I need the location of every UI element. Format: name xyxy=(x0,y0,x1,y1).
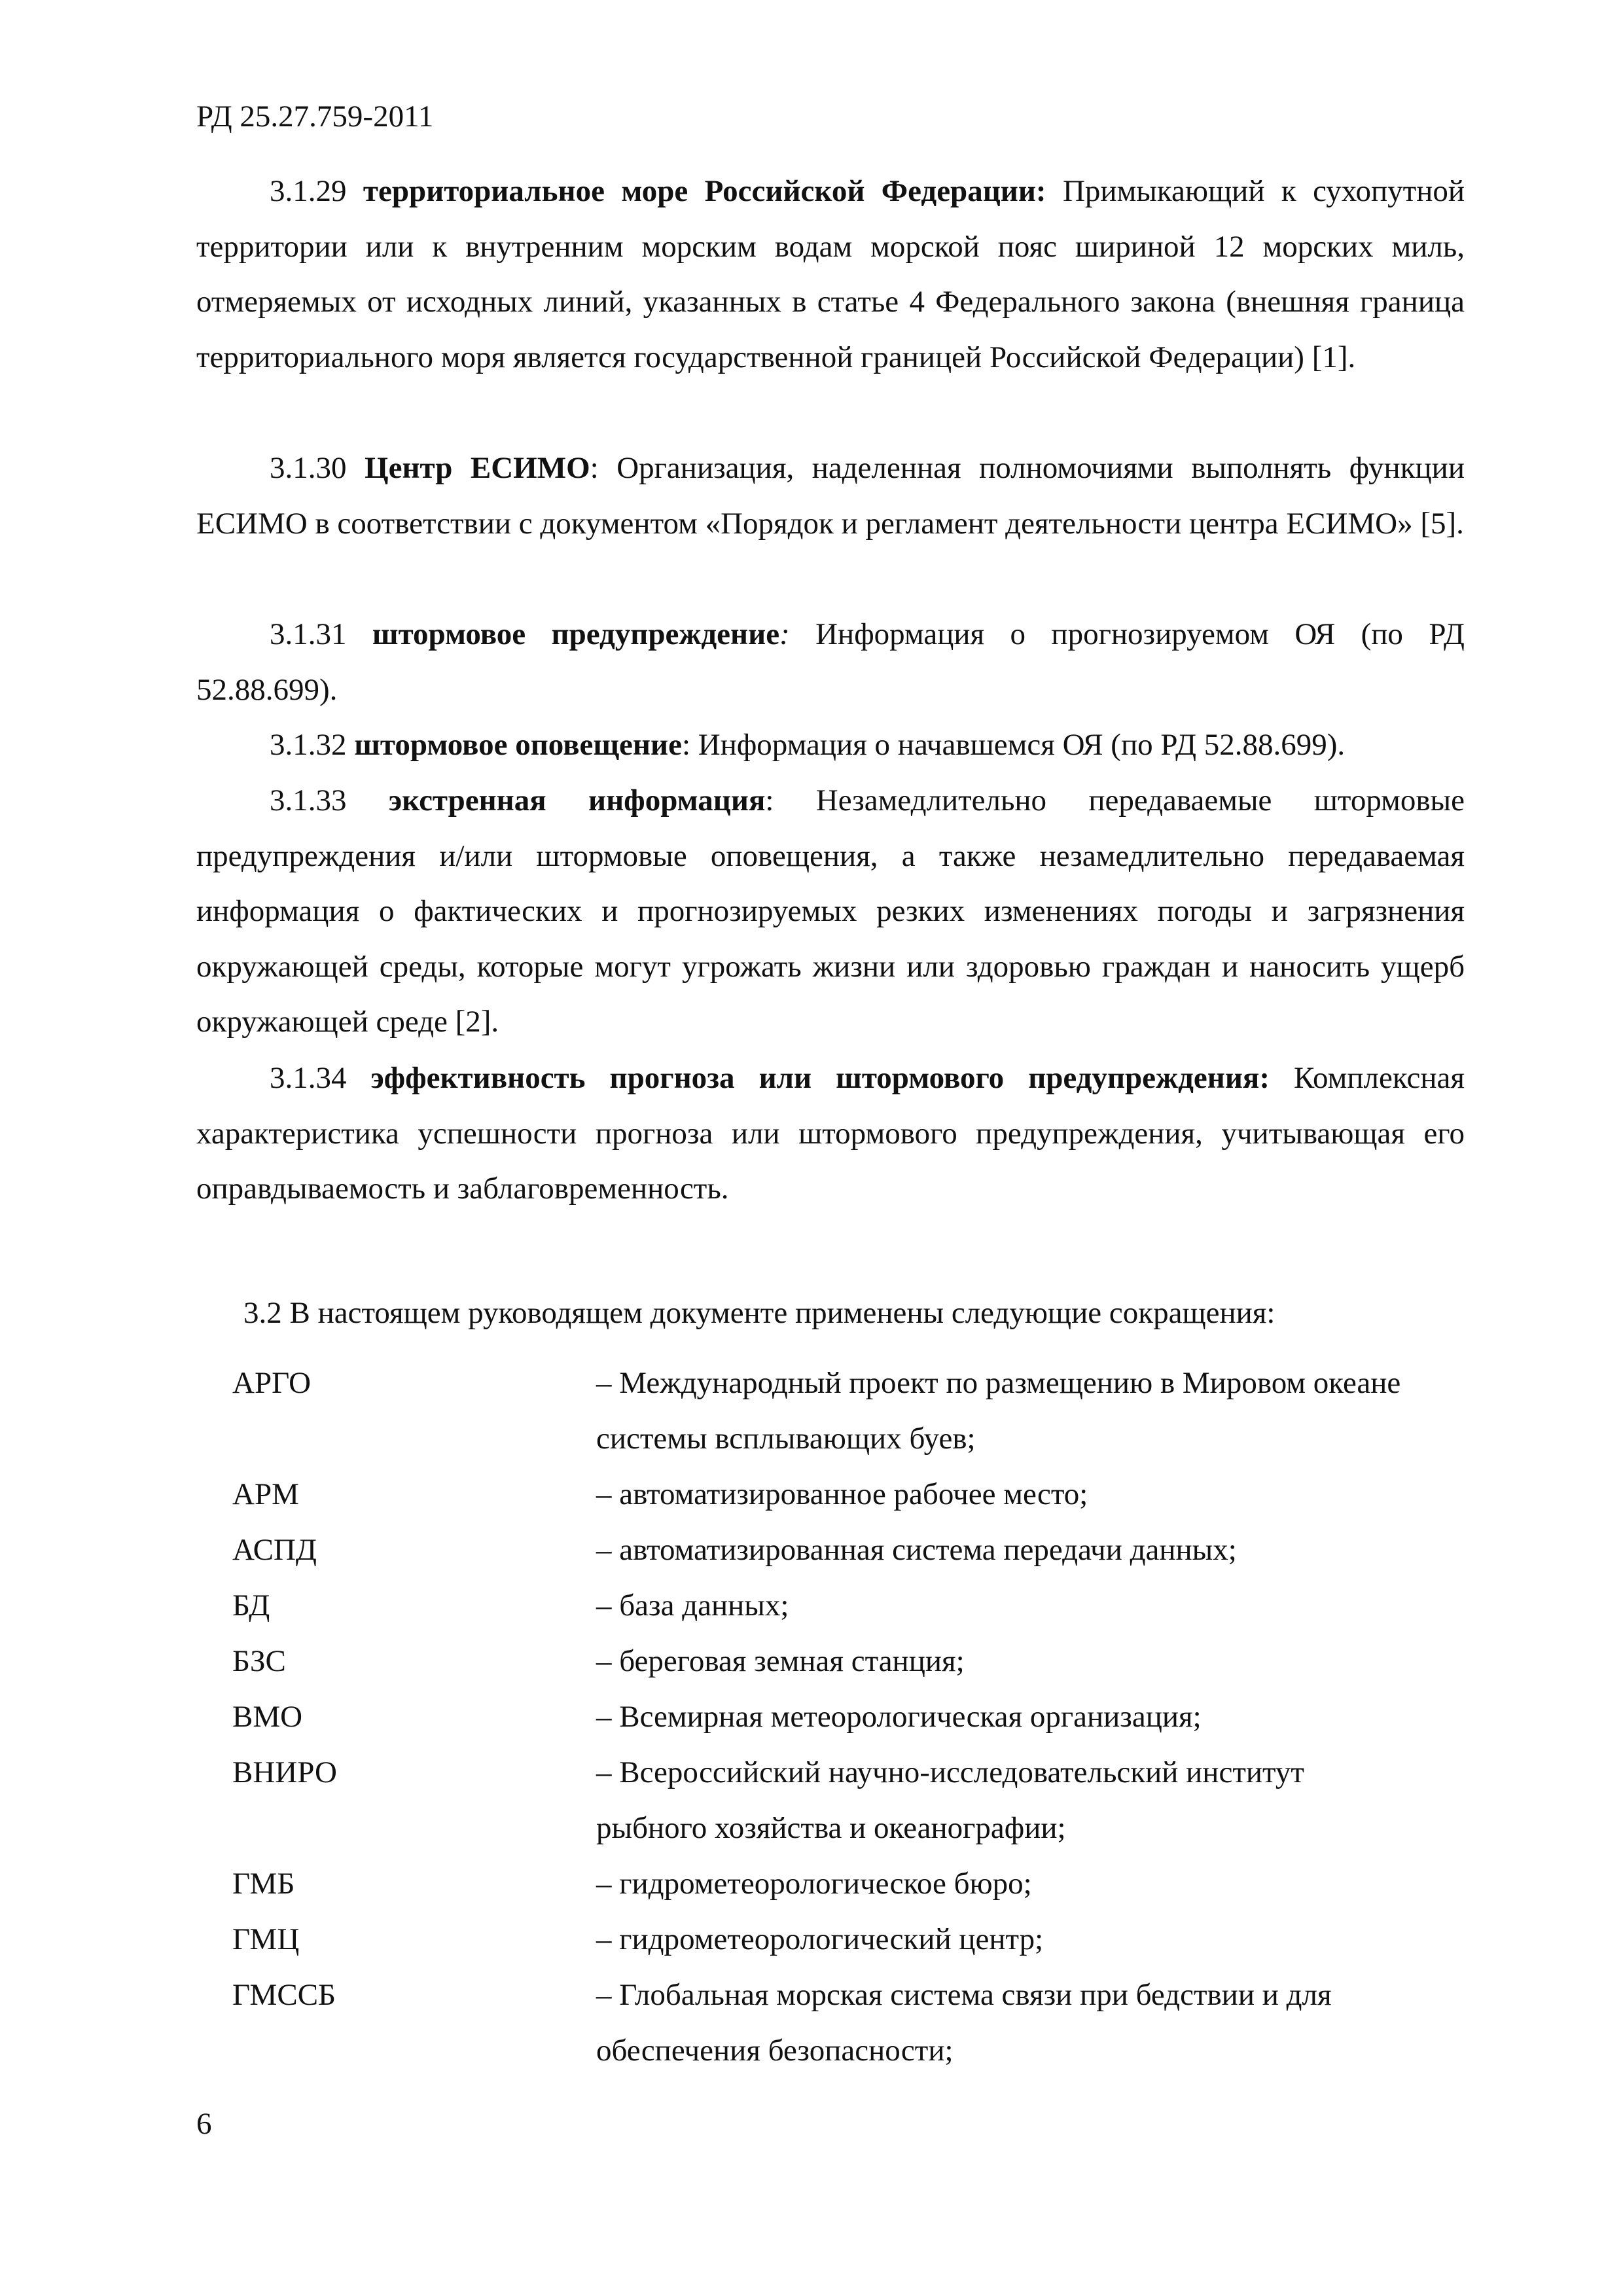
defined-term: штормовое оповещение xyxy=(354,728,682,762)
abbreviation-definition-continuation: обеспечения безопасности; xyxy=(596,2034,954,2068)
defined-term: экстренная информация xyxy=(388,783,766,817)
abbreviation-term: БД xyxy=(232,1588,270,1623)
abbreviation-definition: – береговая земная станция; xyxy=(596,1644,965,1678)
abbreviation-definition: – Международный проект по размещению в Мировом океане xyxy=(596,1366,1401,1400)
definition-3-1-29 xyxy=(196,164,1465,385)
abbreviation-term: ГМССБ xyxy=(232,1978,336,2012)
clause-number: 3.1.31 xyxy=(270,617,347,651)
definition-3-1-30 xyxy=(196,440,1465,551)
definition-text: Информация о прогнозируемом ОЯ (по РД 52.88.699). xyxy=(196,617,1465,707)
abbreviation-term: АСПД xyxy=(232,1533,317,1567)
definition-text: : Незамедлительно передаваемые штормовые предупреждения и/или штормовые оповещения, а также незамедлительно передаваемая информация о фактических и прогнозируемых резких изменениях погоды и загрязнения окружающей среды, которые могут угрожать жизни или здоровью граждан и наносить ущерб окружающей среде [2]. xyxy=(196,783,1465,1039)
definition-3-1-34 xyxy=(196,1050,1465,1217)
clause-number: 3.1.30 xyxy=(270,451,347,485)
defined-term: эффективность прогноза или штормового предупреждения: xyxy=(370,1061,1270,1095)
definition-3-1-33 xyxy=(196,773,1465,1050)
abbreviation-definition: – Всероссийский научно-исследовательский институт xyxy=(596,1755,1304,1789)
definition-text: : Информация о начавшемся ОЯ (по РД 52.88.699). xyxy=(681,728,1346,762)
definition-text: : Организация, наделенная полномочиями выполнять функции ЕСИМО в соответствии с документом «Порядок и регламент деятельности центра ЕСИМО» [5]. xyxy=(196,451,1465,541)
abbreviations-intro: 3.2 В настоящем руководящем документе применены следующие сокращения: xyxy=(243,1296,1275,1330)
abbreviation-term: БЗС xyxy=(232,1644,286,1678)
abbreviation-definition: – автоматизированная система передачи данных; xyxy=(596,1533,1237,1567)
definition-text: Комплексная характеристика успешности прогноза или штормового предупреждения, учитывающая его оправдываемость и заблаговременность. xyxy=(196,1061,1465,1206)
definition-3-1-32 xyxy=(196,717,1465,773)
abbreviation-term: АРГО xyxy=(232,1366,312,1400)
abbreviation-definition-continuation: рыбного хозяйства и океанографии; xyxy=(596,1811,1066,1845)
clause-number: 3.1.29 xyxy=(270,174,347,208)
page-number: 6 xyxy=(196,2107,212,2141)
defined-term: территориальное море Российской Федерации: xyxy=(363,174,1046,208)
abbreviation-definition: – Всемирная метеорологическая организация; xyxy=(596,1700,1202,1734)
definition-colon: : xyxy=(779,617,790,651)
abbreviation-definition: – Глобальная морская система связи при бедствии и для xyxy=(596,1978,1332,2012)
abbreviation-term: ВМО xyxy=(232,1700,303,1734)
abbreviation-definition: – гидрометеорологический центр; xyxy=(596,1922,1044,1956)
abbreviation-term: ВНИРО xyxy=(232,1755,337,1789)
definition-3-1-31 xyxy=(196,607,1465,717)
clause-number: 3.1.33 xyxy=(270,783,347,817)
definition-text: Примыкающий к сухопутной территории или к внутренним морским водам морской пояс шириной 12 морских миль, отмеряемых от исходных линий, указанных в статье 4 Федерального закона (внешняя граница территориального моря является государственной границей Российской Федерации) [1]. xyxy=(196,174,1465,374)
abbreviation-definition-continuation: системы всплывающих буев; xyxy=(596,1422,976,1456)
defined-term: Центр ЕСИМО xyxy=(365,451,590,485)
abbreviation-term: ГМЦ xyxy=(232,1922,300,1956)
document-code-header: РД 25.27.759-2011 xyxy=(196,99,434,134)
clause-number: 3.1.34 xyxy=(270,1061,347,1095)
abbreviation-definition: – гидрометеорологическое бюро; xyxy=(596,1867,1032,1901)
abbreviation-definition: – автоматизированное рабочее место; xyxy=(596,1477,1088,1511)
defined-term: штормовое предупреждение xyxy=(372,617,780,651)
abbreviation-term: АРМ xyxy=(232,1477,299,1511)
clause-number: 3.1.32 xyxy=(270,728,347,762)
abbreviation-definition: – база данных; xyxy=(596,1588,789,1623)
abbreviation-term: ГМБ xyxy=(232,1867,295,1901)
